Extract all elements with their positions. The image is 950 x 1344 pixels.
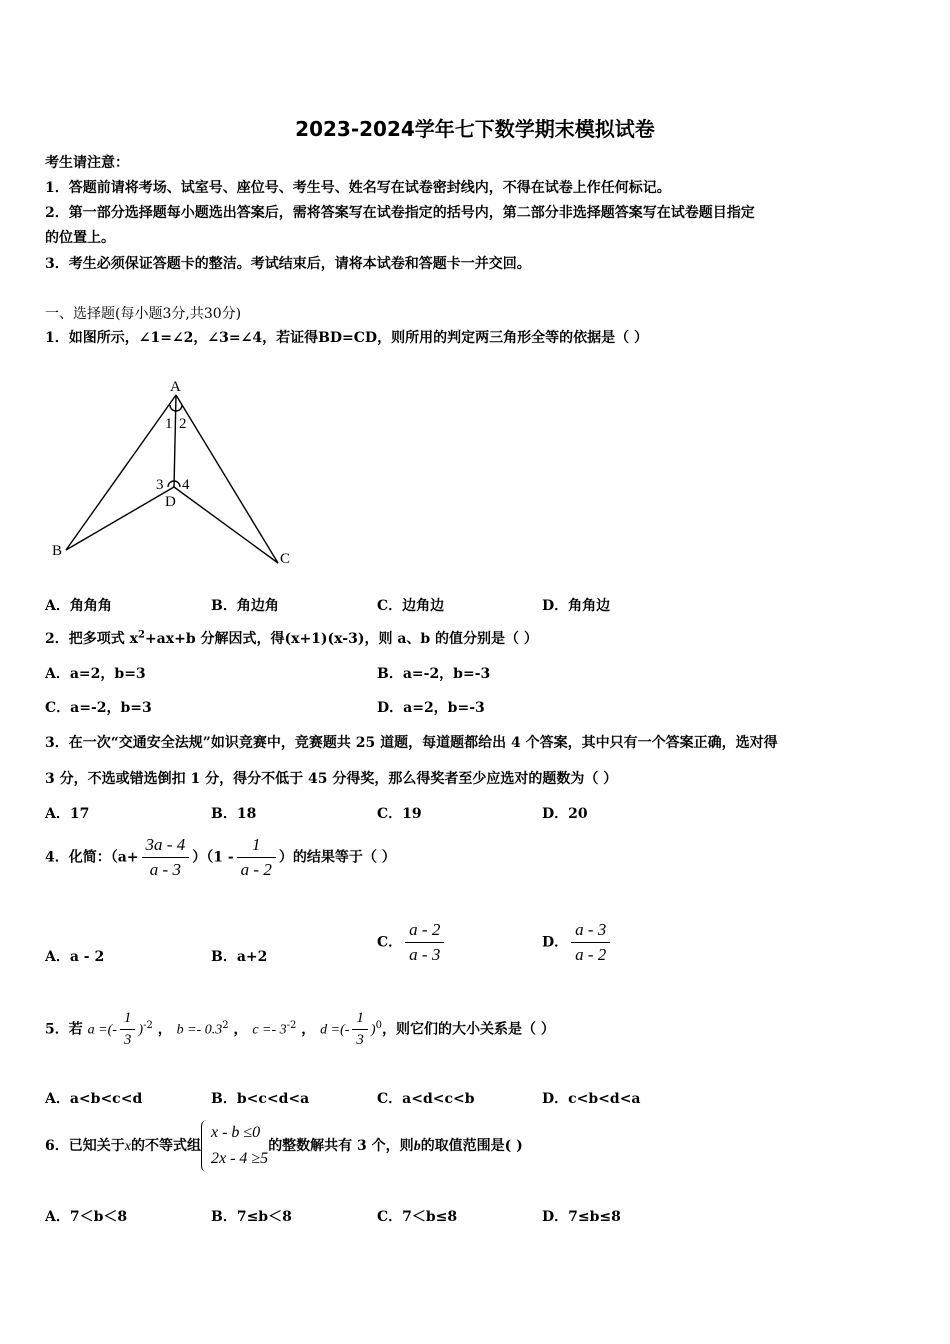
q5-tail: ，则它们的大小关系是（ ） xyxy=(381,1021,555,1038)
q4-option-d-fraction xyxy=(571,920,610,965)
q5-b-expr: b =- 0.3 xyxy=(176,1022,223,1038)
line-ab xyxy=(66,395,176,550)
notice-item-3: 3．考生必须保证答题卡的整洁。考试结束后，请将本试卷和答题卡一并交回。 xyxy=(45,256,531,272)
q4-f1-den: a - 3 xyxy=(149,860,181,879)
q5-option-a[interactable]: A．a<b<c<d xyxy=(45,1091,143,1107)
q2-stem-sup: 2 xyxy=(137,629,145,641)
q2-option-d[interactable]: D．a=2，b=-3 xyxy=(377,700,485,716)
q4-option-c-fraction xyxy=(405,920,444,965)
q4-option-d-num: a - 3 xyxy=(571,920,610,943)
q5-a-exp: -2 xyxy=(143,1019,153,1031)
q5-sep3: ， xyxy=(301,1021,316,1038)
angle-label-1: 1 xyxy=(165,416,173,432)
angle-label-2: 2 xyxy=(179,416,187,432)
q6-label-pre: 6．已知关于 xyxy=(45,1138,125,1154)
q4-option-b[interactable]: B．a+2 xyxy=(211,949,268,965)
q1-option-c[interactable]: C．边角边 xyxy=(377,598,445,614)
q5-d-pre: d =(- xyxy=(320,1022,350,1038)
q5-option-c[interactable]: C．a<d<c<b xyxy=(377,1091,475,1107)
q4-option-c-label: C． xyxy=(377,934,403,951)
notice-item-2: 2．第一部分选择题每小题选出答案后，需将答案写在试卷指定的括号内，第二部分非选择题答案写在试卷题目指定 xyxy=(45,205,755,221)
q6-var-b: b xyxy=(413,1139,421,1154)
q5-a-post: ) xyxy=(138,1022,144,1038)
q6-brace xyxy=(201,1120,208,1172)
q6-tail-pre: 的整数解共有 3 个，则 xyxy=(268,1138,414,1154)
q2-option-b[interactable]: B．a=-2，b=-3 xyxy=(377,666,491,682)
q2-stem-post: +ax+b 分解因式，得(x+1)(x-3)，则 a、b 的值分别是（ ） xyxy=(144,631,538,647)
q5-a-num: 1 xyxy=(120,1010,136,1030)
q6-row-1: x - b ≤0 xyxy=(210,1124,261,1141)
q4-option-d-den: a - 2 xyxy=(575,945,607,964)
q2-stem-pre: 2．把多项式 x xyxy=(45,631,138,647)
q5-c-expr: c =- 3 xyxy=(252,1022,287,1038)
q5-option-b[interactable]: B．b<c<d<a xyxy=(211,1091,310,1107)
q5-label: 5．若 xyxy=(45,1021,83,1038)
notice-item-1: 1．答题前请将考场、试室号、座位号、考生号、姓名写在试卷密封线内，不得在试卷上作任何标记。 xyxy=(45,180,671,196)
angle-label-3: 3 xyxy=(156,477,164,493)
q6-option-d[interactable]: D．7≤b≤8 xyxy=(542,1209,621,1225)
q4-option-d[interactable] xyxy=(542,920,613,965)
label-c: C xyxy=(280,551,291,567)
line-ac xyxy=(176,395,278,563)
q3-option-c[interactable]: C．19 xyxy=(377,806,422,822)
q4-option-c-den: a - 3 xyxy=(409,945,441,964)
q1-option-a[interactable]: A．角角角 xyxy=(45,598,112,614)
section-heading: 一、选择题(每小题3分,共30分) xyxy=(45,306,242,322)
q5-sep1: ， xyxy=(157,1021,172,1038)
q2-option-c[interactable]: C．a=-2，b=3 xyxy=(45,700,152,716)
q5-option-d[interactable]: D．c<b<d<a xyxy=(542,1091,641,1107)
notice-heading: 考生请注意： xyxy=(45,155,129,171)
angle-label-4: 4 xyxy=(182,477,190,493)
q6-row-2: 2x - 4 ≥5 xyxy=(210,1150,269,1167)
line-cd xyxy=(174,487,278,563)
q6-var-x: x xyxy=(124,1139,131,1154)
notice-item-2-cont: 的位置上。 xyxy=(45,230,115,246)
q4-fraction-2 xyxy=(237,835,276,880)
q4-fraction-1 xyxy=(142,835,190,880)
q1-triangle-figure xyxy=(48,375,298,570)
q5-a-pre: a =(- xyxy=(87,1022,117,1038)
q5-d-fraction xyxy=(352,1010,368,1049)
line-ad xyxy=(174,395,176,487)
q4-option-c-num: a - 2 xyxy=(405,920,444,943)
q5-a-den: 3 xyxy=(123,1032,132,1048)
q2-option-a[interactable]: A．a=2，b=3 xyxy=(45,666,146,682)
q6-stem xyxy=(45,1120,523,1172)
q6-option-c[interactable]: C．7＜b≤8 xyxy=(377,1209,458,1225)
q5-stem xyxy=(45,1010,555,1049)
q3-option-d[interactable]: D．20 xyxy=(542,806,588,822)
q4-f2-num: 1 xyxy=(237,835,276,858)
q4-option-a[interactable]: A．a - 2 xyxy=(45,949,105,965)
q3-stem: 3．在一次“交通安全法规”如识竞赛中，竞赛题共 25 道题，每道题都给出 4 个答案，其中只有一个答案正确，选对得 xyxy=(45,735,778,751)
q5-d-exp: 0 xyxy=(375,1019,382,1031)
q5-b-exp: 2 xyxy=(222,1019,229,1031)
line-bd xyxy=(66,487,174,550)
q4-label: 4．化简：（a+ xyxy=(45,849,139,866)
q1-option-d[interactable]: D．角角边 xyxy=(542,598,611,614)
q6-tail-post: 的取值范围是( ) xyxy=(420,1138,523,1154)
q5-sep2: ， xyxy=(233,1021,248,1038)
q6-label-mid: 的不等式组 xyxy=(130,1138,201,1154)
q6-option-b[interactable]: B．7≤b＜8 xyxy=(211,1209,292,1225)
label-d: D xyxy=(165,494,176,510)
q4-tail: ）的结果等于（ ） xyxy=(278,849,396,866)
label-a: A xyxy=(170,379,181,395)
q2-stem xyxy=(45,628,538,648)
label-b: B xyxy=(52,543,63,559)
q1-option-b[interactable]: B．角边角 xyxy=(211,598,279,614)
q4-f2-den: a - 2 xyxy=(240,860,272,879)
q4-option-c[interactable] xyxy=(377,920,447,965)
q6-inequality-system xyxy=(201,1120,268,1172)
q3-stem-cont: 3 分，不选或错选倒扣 1 分，得分不低于 45 分得奖，那么得奖者至少应选对的题数为（ ） xyxy=(45,771,618,787)
q1-stem: 1．如图所示，∠1=∠2，∠3=∠4，若证得BD=CD，则所用的判定两三角形全等的依据是（ ） xyxy=(45,330,648,346)
q5-d-post: ) xyxy=(370,1022,376,1038)
q4-option-d-label: D． xyxy=(542,934,569,951)
q3-option-a[interactable]: A．17 xyxy=(45,806,90,822)
q5-c-exp: -2 xyxy=(286,1019,297,1031)
q5-d-num: 1 xyxy=(352,1010,368,1030)
q3-option-b[interactable]: B．18 xyxy=(211,806,257,822)
q4-f1-num: 3a - 4 xyxy=(142,835,190,858)
q5-d-den: 3 xyxy=(356,1032,364,1048)
q4-stem xyxy=(45,835,396,880)
q6-option-a[interactable]: A．7＜b＜8 xyxy=(45,1209,128,1225)
page-title: 2023-2024学年七下数学期末模拟试卷 xyxy=(295,117,655,141)
q5-a-fraction xyxy=(120,1010,136,1049)
q4-mid: ）（1 - xyxy=(192,849,234,866)
